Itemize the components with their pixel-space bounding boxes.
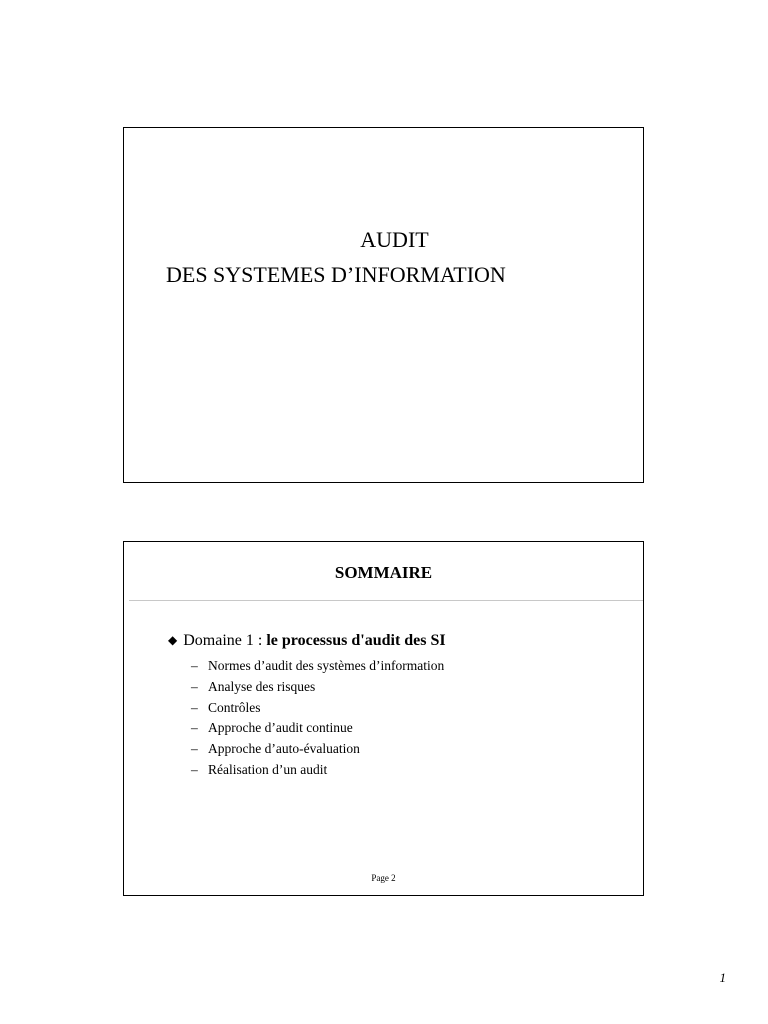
list-item [191, 739, 444, 760]
dash-marker: – [191, 699, 198, 715]
page-number: 1 [719, 970, 726, 985]
title-slide [123, 127, 644, 483]
slide-title-line-1: AUDIT [360, 227, 429, 252]
list-item-text: Approche d’audit continue [208, 720, 353, 736]
dash-marker: – [191, 720, 198, 736]
diamond-bullet-icon: ◆ [168, 633, 178, 647]
list-item [191, 718, 444, 739]
domain-sub-list [191, 656, 444, 781]
list-item [191, 698, 444, 719]
slide-footer: Page 2 [371, 873, 396, 883]
domain-prefix: Domaine 1 : [183, 632, 267, 649]
list-item-text: Approche d’auto-évaluation [208, 741, 360, 757]
list-item [191, 677, 444, 698]
dash-marker: – [191, 761, 198, 777]
summary-heading: SOMMAIRE [334, 563, 433, 582]
list-item-text: Réalisation d’un audit [208, 761, 328, 777]
list-item-text: Analyse des risques [208, 678, 316, 694]
dash-marker: – [191, 658, 198, 673]
summary-slide [123, 541, 644, 896]
domain-title: le processus d'audit des SI [266, 632, 446, 649]
list-item-text: Normes d’audit des systèmes d’information [208, 658, 445, 673]
slide-title-line-2: DES SYSTEMES D’INFORMATION [166, 262, 506, 287]
list-item-text: Contrôles [208, 699, 261, 715]
dash-marker: – [191, 741, 198, 757]
dash-marker: – [191, 678, 198, 694]
domain-item [168, 632, 446, 650]
list-item [191, 760, 444, 781]
list-item [191, 656, 444, 677]
heading-divider [129, 600, 643, 601]
